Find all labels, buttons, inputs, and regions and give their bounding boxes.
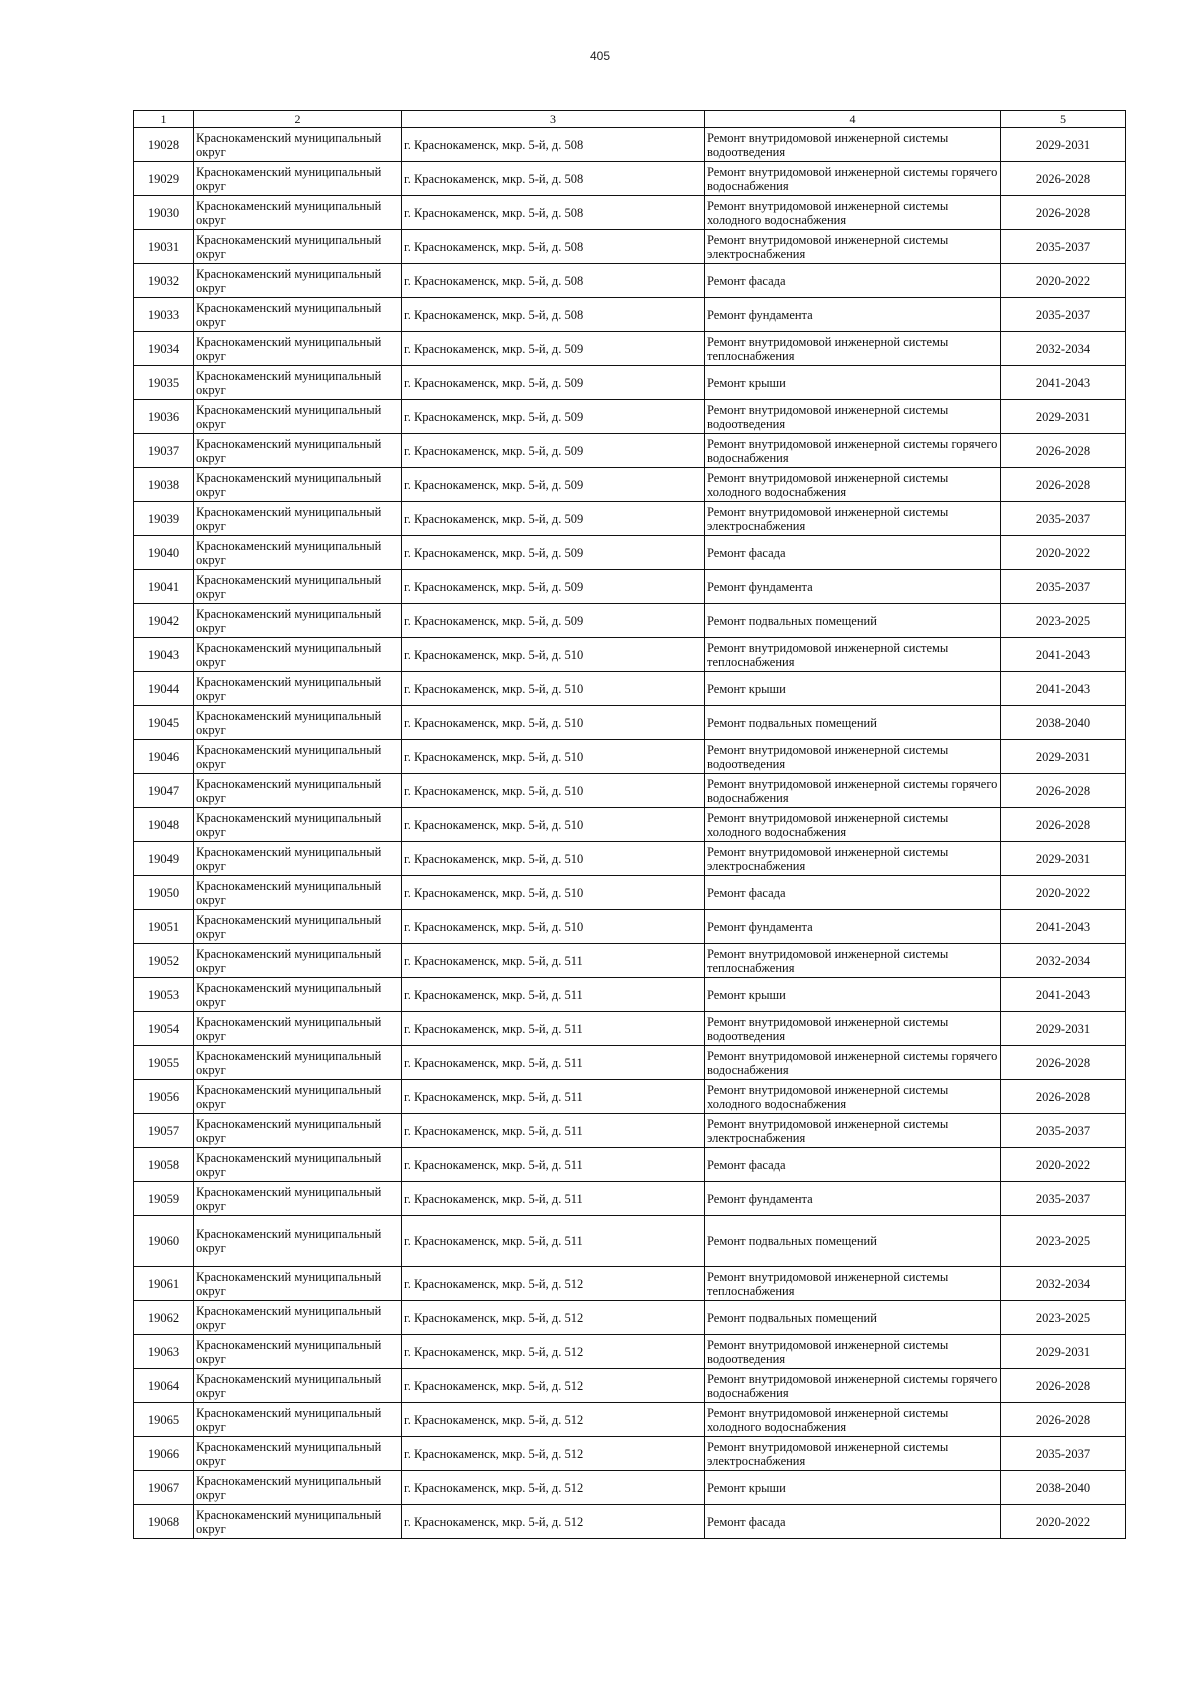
period-cell: 2029-2031 [1001,400,1126,434]
row-number: 19061 [134,1267,194,1301]
address-cell: г. Краснокаменск, мкр. 5-й, д. 511 [402,1046,705,1080]
row-number: 19065 [134,1403,194,1437]
district-cell: Краснокаменский муниципальный округ [194,1216,402,1267]
period-cell: 2032-2034 [1001,944,1126,978]
work-type-cell: Ремонт внутридомовой инженерной системы холодного водоснабжения [705,808,1001,842]
row-number: 19059 [134,1182,194,1216]
row-number: 19049 [134,842,194,876]
period-cell: 2041-2043 [1001,366,1126,400]
address-cell: г. Краснокаменск, мкр. 5-й, д. 509 [402,366,705,400]
district-cell: Краснокаменский муниципальный округ [194,434,402,468]
period-cell: 2026-2028 [1001,196,1126,230]
row-number: 19041 [134,570,194,604]
page-number: 405 [589,49,611,63]
table-row [134,196,1126,230]
work-type-cell: Ремонт внутридомовой инженерной системы теплоснабжения [705,944,1001,978]
district-cell: Краснокаменский муниципальный округ [194,468,402,502]
table-row [134,910,1126,944]
district-cell: Краснокаменский муниципальный округ [194,1114,402,1148]
address-cell: г. Краснокаменск, мкр. 5-й, д. 510 [402,876,705,910]
district-cell: Краснокаменский муниципальный округ [194,706,402,740]
address-cell: г. Краснокаменск, мкр. 5-й, д. 512 [402,1471,705,1505]
row-number: 19034 [134,332,194,366]
work-type-cell: Ремонт внутридомовой инженерной системы теплоснабжения [705,332,1001,366]
district-cell: Краснокаменский муниципальный округ [194,570,402,604]
period-cell: 2029-2031 [1001,842,1126,876]
table-row [134,230,1126,264]
district-cell: Краснокаменский муниципальный округ [194,196,402,230]
address-cell: г. Краснокаменск, мкр. 5-й, д. 512 [402,1437,705,1471]
district-cell: Краснокаменский муниципальный округ [194,1505,402,1539]
district-cell: Краснокаменский муниципальный округ [194,1335,402,1369]
period-cell: 2026-2028 [1001,1046,1126,1080]
period-cell: 2029-2031 [1001,740,1126,774]
row-number: 19066 [134,1437,194,1471]
row-number: 19056 [134,1080,194,1114]
period-cell: 2035-2037 [1001,298,1126,332]
table-row [134,876,1126,910]
header-col-5: 5 [1001,111,1126,128]
work-type-cell: Ремонт фасада [705,1148,1001,1182]
table-row [134,570,1126,604]
table-row [134,842,1126,876]
period-cell: 2023-2025 [1001,1216,1126,1267]
work-type-cell: Ремонт фундамента [705,570,1001,604]
address-cell: г. Краснокаменск, мкр. 5-й, д. 509 [402,570,705,604]
district-cell: Краснокаменский муниципальный округ [194,1437,402,1471]
row-number: 19062 [134,1301,194,1335]
row-number: 19040 [134,536,194,570]
work-type-cell: Ремонт внутридомовой инженерной системы электроснабжения [705,1437,1001,1471]
period-cell: 2032-2034 [1001,332,1126,366]
table-row [134,1369,1126,1403]
period-cell: 2026-2028 [1001,468,1126,502]
district-cell: Краснокаменский муниципальный округ [194,298,402,332]
address-cell: г. Краснокаменск, мкр. 5-й, д. 510 [402,774,705,808]
work-type-cell: Ремонт подвальных помещений [705,604,1001,638]
district-cell: Краснокаменский муниципальный округ [194,842,402,876]
row-number: 19068 [134,1505,194,1539]
address-cell: г. Краснокаменск, мкр. 5-й, д. 509 [402,502,705,536]
work-type-cell: Ремонт внутридомовой инженерной системы электроснабжения [705,502,1001,536]
row-number: 19033 [134,298,194,332]
row-number: 19054 [134,1012,194,1046]
district-cell: Краснокаменский муниципальный округ [194,1267,402,1301]
work-type-cell: Ремонт фундамента [705,910,1001,944]
district-cell: Краснокаменский муниципальный округ [194,502,402,536]
period-cell: 2035-2037 [1001,230,1126,264]
work-type-cell: Ремонт внутридомовой инженерной системы электроснабжения [705,230,1001,264]
row-number: 19029 [134,162,194,196]
address-cell: г. Краснокаменск, мкр. 5-й, д. 510 [402,672,705,706]
period-cell: 2035-2037 [1001,502,1126,536]
period-cell: 2029-2031 [1001,1335,1126,1369]
address-cell: г. Краснокаменск, мкр. 5-й, д. 510 [402,638,705,672]
district-cell: Краснокаменский муниципальный округ [194,1080,402,1114]
address-cell: г. Краснокаменск, мкр. 5-й, д. 508 [402,230,705,264]
district-cell: Краснокаменский муниципальный округ [194,400,402,434]
work-type-cell: Ремонт внутридомовой инженерной системы холодного водоснабжения [705,1403,1001,1437]
table-row [134,1114,1126,1148]
work-type-cell: Ремонт внутридомовой инженерной системы холодного водоснабжения [705,1080,1001,1114]
table-row [134,264,1126,298]
header-row [134,111,1126,128]
header-col-4: 4 [705,111,1001,128]
period-cell: 2038-2040 [1001,1471,1126,1505]
row-number: 19048 [134,808,194,842]
work-type-cell: Ремонт подвальных помещений [705,1301,1001,1335]
period-cell: 2026-2028 [1001,1369,1126,1403]
table-row [134,1148,1126,1182]
address-cell: г. Краснокаменск, мкр. 5-й, д. 512 [402,1369,705,1403]
period-cell: 2035-2037 [1001,1182,1126,1216]
row-number: 19030 [134,196,194,230]
period-cell: 2041-2043 [1001,672,1126,706]
address-cell: г. Краснокаменск, мкр. 5-й, д. 511 [402,1012,705,1046]
address-cell: г. Краснокаменск, мкр. 5-й, д. 511 [402,1216,705,1267]
table-row [134,1505,1126,1539]
table-row [134,774,1126,808]
district-cell: Краснокаменский муниципальный округ [194,944,402,978]
table-row [134,808,1126,842]
address-cell: г. Краснокаменск, мкр. 5-й, д. 512 [402,1505,705,1539]
district-cell: Краснокаменский муниципальный округ [194,808,402,842]
table-row [134,1012,1126,1046]
header-col-1: 1 [134,111,194,128]
work-type-cell: Ремонт крыши [705,1471,1001,1505]
district-cell: Краснокаменский муниципальный округ [194,264,402,298]
period-cell: 2035-2037 [1001,1114,1126,1148]
period-cell: 2023-2025 [1001,1301,1126,1335]
work-type-cell: Ремонт внутридомовой инженерной системы водоотведения [705,400,1001,434]
table-row [134,128,1126,162]
address-cell: г. Краснокаменск, мкр. 5-й, д. 509 [402,434,705,468]
table-row [134,162,1126,196]
period-cell: 2026-2028 [1001,808,1126,842]
work-type-cell: Ремонт фундамента [705,1182,1001,1216]
address-cell: г. Краснокаменск, мкр. 5-й, д. 511 [402,1148,705,1182]
work-type-cell: Ремонт внутридомовой инженерной системы электроснабжения [705,842,1001,876]
table-header [134,111,1126,128]
work-type-cell: Ремонт внутридомовой инженерной системы горячего водоснабжения [705,1046,1001,1080]
address-cell: г. Краснокаменск, мкр. 5-й, д. 511 [402,1080,705,1114]
address-cell: г. Краснокаменск, мкр. 5-й, д. 508 [402,128,705,162]
period-cell: 2026-2028 [1001,1403,1126,1437]
address-cell: г. Краснокаменск, мкр. 5-й, д. 510 [402,706,705,740]
table-row [134,298,1126,332]
district-cell: Краснокаменский муниципальный округ [194,876,402,910]
row-number: 19053 [134,978,194,1012]
district-cell: Краснокаменский муниципальный округ [194,230,402,264]
row-number: 19036 [134,400,194,434]
address-cell: г. Краснокаменск, мкр. 5-й, д. 509 [402,400,705,434]
period-cell: 2026-2028 [1001,774,1126,808]
address-cell: г. Краснокаменск, мкр. 5-й, д. 510 [402,808,705,842]
table-row [134,536,1126,570]
period-cell: 2041-2043 [1001,978,1126,1012]
work-type-cell: Ремонт внутридомовой инженерной системы горячего водоснабжения [705,434,1001,468]
table-row [134,638,1126,672]
table-row [134,1335,1126,1369]
table-row [134,1080,1126,1114]
row-number: 19045 [134,706,194,740]
row-number: 19039 [134,502,194,536]
period-cell: 2041-2043 [1001,910,1126,944]
district-cell: Краснокаменский муниципальный округ [194,1046,402,1080]
address-cell: г. Краснокаменск, мкр. 5-й, д. 511 [402,944,705,978]
work-type-cell: Ремонт крыши [705,978,1001,1012]
district-cell: Краснокаменский муниципальный округ [194,1369,402,1403]
table-row [134,740,1126,774]
header-col-2: 2 [194,111,402,128]
table-row [134,604,1126,638]
row-number: 19028 [134,128,194,162]
district-cell: Краснокаменский муниципальный округ [194,366,402,400]
period-cell: 2029-2031 [1001,128,1126,162]
row-number: 19052 [134,944,194,978]
work-type-cell: Ремонт фасада [705,876,1001,910]
district-cell: Краснокаменский муниципальный округ [194,536,402,570]
period-cell: 2023-2025 [1001,604,1126,638]
row-number: 19046 [134,740,194,774]
address-cell: г. Краснокаменск, мкр. 5-й, д. 508 [402,196,705,230]
district-cell: Краснокаменский муниципальный округ [194,604,402,638]
period-cell: 2020-2022 [1001,536,1126,570]
district-cell: Краснокаменский муниципальный округ [194,1301,402,1335]
row-number: 19050 [134,876,194,910]
address-cell: г. Краснокаменск, мкр. 5-й, д. 508 [402,264,705,298]
table-row [134,978,1126,1012]
table-row [134,434,1126,468]
table-row [134,332,1126,366]
period-cell: 2026-2028 [1001,434,1126,468]
work-type-cell: Ремонт внутридомовой инженерной системы водоотведения [705,740,1001,774]
row-number: 19057 [134,1114,194,1148]
work-type-cell: Ремонт подвальных помещений [705,706,1001,740]
period-cell: 2020-2022 [1001,1505,1126,1539]
row-number: 19031 [134,230,194,264]
work-type-cell: Ремонт внутридомовой инженерной системы горячего водоснабжения [705,1369,1001,1403]
work-type-cell: Ремонт внутридомовой инженерной системы электроснабжения [705,1114,1001,1148]
table-row [134,502,1126,536]
district-cell: Краснокаменский муниципальный округ [194,1471,402,1505]
table-body [134,128,1126,1539]
table-row [134,1403,1126,1437]
table-row [134,672,1126,706]
district-cell: Краснокаменский муниципальный округ [194,774,402,808]
address-cell: г. Краснокаменск, мкр. 5-й, д. 510 [402,740,705,774]
period-cell: 2029-2031 [1001,1012,1126,1046]
address-cell: г. Краснокаменск, мкр. 5-й, д. 508 [402,298,705,332]
table-row [134,400,1126,434]
district-cell: Краснокаменский муниципальный округ [194,1148,402,1182]
work-type-cell: Ремонт крыши [705,672,1001,706]
table-row [134,706,1126,740]
period-cell: 2026-2028 [1001,1080,1126,1114]
district-cell: Краснокаменский муниципальный округ [194,978,402,1012]
address-cell: г. Краснокаменск, мкр. 5-й, д. 508 [402,162,705,196]
period-cell: 2020-2022 [1001,264,1126,298]
period-cell: 2035-2037 [1001,1437,1126,1471]
district-cell: Краснокаменский муниципальный округ [194,910,402,944]
period-cell: 2035-2037 [1001,570,1126,604]
row-number: 19064 [134,1369,194,1403]
address-cell: г. Краснокаменск, мкр. 5-й, д. 512 [402,1335,705,1369]
work-type-cell: Ремонт фасада [705,264,1001,298]
work-type-cell: Ремонт внутридомовой инженерной системы водоотведения [705,1335,1001,1369]
header-col-3: 3 [402,111,705,128]
address-cell: г. Краснокаменск, мкр. 5-й, д. 511 [402,978,705,1012]
work-type-cell: Ремонт внутридомовой инженерной системы теплоснабжения [705,1267,1001,1301]
work-type-cell: Ремонт внутридомовой инженерной системы холодного водоснабжения [705,196,1001,230]
row-number: 19038 [134,468,194,502]
work-type-cell: Ремонт внутридомовой инженерной системы водоотведения [705,128,1001,162]
address-cell: г. Краснокаменск, мкр. 5-й, д. 511 [402,1114,705,1148]
period-cell: 2041-2043 [1001,638,1126,672]
work-type-cell: Ремонт внутридомовой инженерной системы горячего водоснабжения [705,774,1001,808]
address-cell: г. Краснокаменск, мкр. 5-й, д. 512 [402,1301,705,1335]
work-type-cell: Ремонт фасада [705,1505,1001,1539]
row-number: 19047 [134,774,194,808]
table-row [134,468,1126,502]
district-cell: Краснокаменский муниципальный округ [194,128,402,162]
period-cell: 2026-2028 [1001,162,1126,196]
district-cell: Краснокаменский муниципальный округ [194,162,402,196]
district-cell: Краснокаменский муниципальный округ [194,332,402,366]
period-cell: 2032-2034 [1001,1267,1126,1301]
period-cell: 2020-2022 [1001,1148,1126,1182]
district-cell: Краснокаменский муниципальный округ [194,1012,402,1046]
address-cell: г. Краснокаменск, мкр. 5-й, д. 510 [402,842,705,876]
row-number: 19044 [134,672,194,706]
work-type-cell: Ремонт внутридомовой инженерной системы теплоснабжения [705,638,1001,672]
work-type-cell: Ремонт подвальных помещений [705,1216,1001,1267]
row-number: 19067 [134,1471,194,1505]
capital-repair-table [133,110,1126,1539]
work-type-cell: Ремонт фундамента [705,298,1001,332]
table-row [134,1182,1126,1216]
table-row [134,1437,1126,1471]
period-cell: 2020-2022 [1001,876,1126,910]
period-cell: 2038-2040 [1001,706,1126,740]
table-row [134,1046,1126,1080]
row-number: 19058 [134,1148,194,1182]
address-cell: г. Краснокаменск, мкр. 5-й, д. 512 [402,1403,705,1437]
table-row [134,1301,1126,1335]
address-cell: г. Краснокаменск, мкр. 5-й, д. 509 [402,468,705,502]
row-number: 19035 [134,366,194,400]
address-cell: г. Краснокаменск, мкр. 5-й, д. 509 [402,604,705,638]
row-number: 19037 [134,434,194,468]
row-number: 19043 [134,638,194,672]
district-cell: Краснокаменский муниципальный округ [194,740,402,774]
district-cell: Краснокаменский муниципальный округ [194,1403,402,1437]
work-type-cell: Ремонт внутридомовой инженерной системы водоотведения [705,1012,1001,1046]
table-row [134,1471,1126,1505]
row-number: 19055 [134,1046,194,1080]
table-row [134,1216,1126,1267]
work-type-cell: Ремонт крыши [705,366,1001,400]
address-cell: г. Краснокаменск, мкр. 5-й, д. 509 [402,332,705,366]
row-number: 19060 [134,1216,194,1267]
table-row [134,1267,1126,1301]
work-type-cell: Ремонт внутридомовой инженерной системы горячего водоснабжения [705,162,1001,196]
address-cell: г. Краснокаменск, мкр. 5-й, д. 509 [402,536,705,570]
row-number: 19032 [134,264,194,298]
table-row [134,366,1126,400]
row-number: 19063 [134,1335,194,1369]
district-cell: Краснокаменский муниципальный округ [194,1182,402,1216]
address-cell: г. Краснокаменск, мкр. 5-й, д. 512 [402,1267,705,1301]
row-number: 19042 [134,604,194,638]
row-number: 19051 [134,910,194,944]
table-row [134,944,1126,978]
district-cell: Краснокаменский муниципальный округ [194,638,402,672]
work-type-cell: Ремонт внутридомовой инженерной системы холодного водоснабжения [705,468,1001,502]
address-cell: г. Краснокаменск, мкр. 5-й, д. 511 [402,1182,705,1216]
work-type-cell: Ремонт фасада [705,536,1001,570]
address-cell: г. Краснокаменск, мкр. 5-й, д. 510 [402,910,705,944]
district-cell: Краснокаменский муниципальный округ [194,672,402,706]
